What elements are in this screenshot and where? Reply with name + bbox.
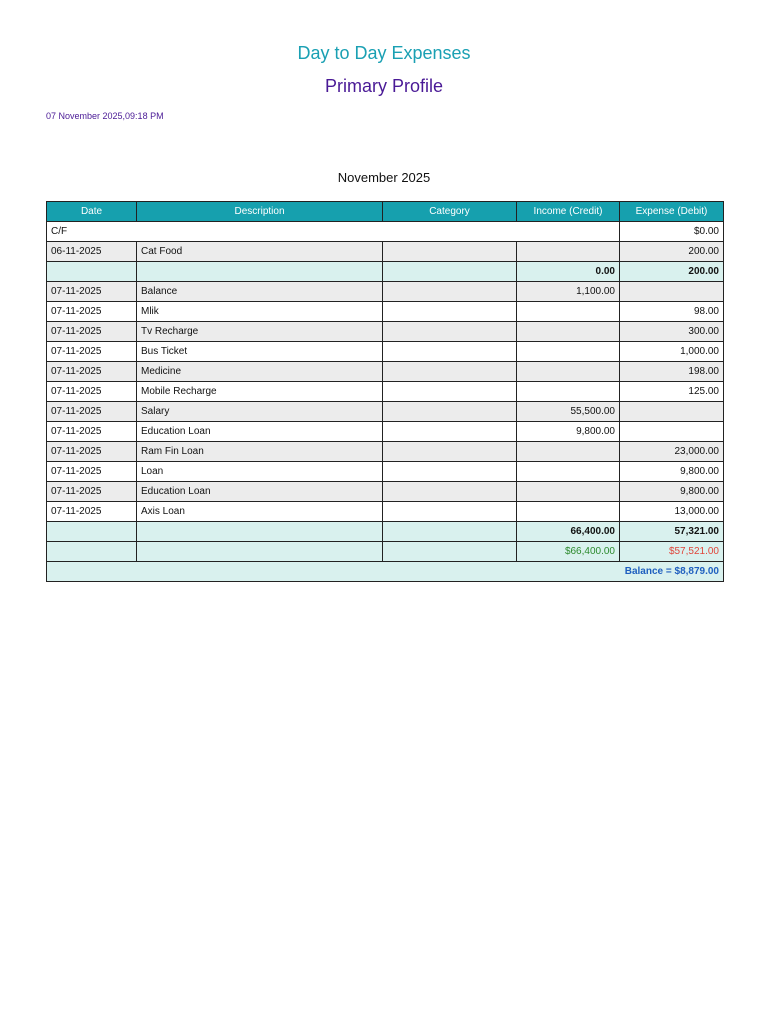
profile-title: Primary Profile bbox=[324, 76, 444, 96]
cell-expense: 9,800.00 bbox=[620, 482, 724, 502]
grand-total-row bbox=[47, 542, 724, 562]
cell-category bbox=[383, 302, 517, 322]
column-header-description: Description bbox=[137, 202, 383, 222]
cell-category bbox=[383, 282, 517, 302]
cell-date: 07-11-2025 bbox=[47, 462, 137, 482]
cell-date: 07-11-2025 bbox=[47, 362, 137, 382]
cell-date: 07-11-2025 bbox=[47, 282, 137, 302]
cell-category bbox=[383, 462, 517, 482]
cell-income bbox=[517, 442, 620, 462]
report-title: Day to Day Expenses bbox=[297, 43, 471, 63]
carry-forward-label: C/F bbox=[47, 222, 620, 242]
cell-income: 1,100.00 bbox=[517, 282, 620, 302]
cell-description: Mlik bbox=[137, 302, 383, 322]
grand-total-income: $66,400.00 bbox=[517, 542, 620, 562]
report-timestamp: 07 November 2025,09:18 PM bbox=[46, 111, 164, 121]
cell-date: 06-11-2025 bbox=[47, 242, 137, 262]
day-subtotal-income: 66,400.00 bbox=[517, 522, 620, 542]
cell-category bbox=[383, 242, 517, 262]
table-row bbox=[47, 422, 724, 442]
cell-empty bbox=[47, 262, 137, 282]
cell-date: 07-11-2025 bbox=[47, 442, 137, 462]
cell-category bbox=[383, 322, 517, 342]
cell-empty bbox=[47, 522, 137, 542]
cell-empty bbox=[383, 542, 517, 562]
opening-subtotal-income: 0.00 bbox=[517, 262, 620, 282]
cell-expense: 1,000.00 bbox=[620, 342, 724, 362]
cell-category bbox=[383, 482, 517, 502]
table-row bbox=[47, 442, 724, 462]
cell-category bbox=[383, 422, 517, 442]
cell-description: Education Loan bbox=[137, 482, 383, 502]
cell-income: 55,500.00 bbox=[517, 402, 620, 422]
cell-date: 07-11-2025 bbox=[47, 322, 137, 342]
cell-expense bbox=[620, 282, 724, 302]
cell-date: 07-11-2025 bbox=[47, 402, 137, 422]
cell-description: Axis Loan bbox=[137, 502, 383, 522]
cell-description: Tv Recharge bbox=[137, 322, 383, 342]
cell-description: Mobile Recharge bbox=[137, 382, 383, 402]
balance-total: Balance = $8,879.00 bbox=[47, 562, 724, 582]
table-row bbox=[47, 282, 724, 302]
cell-description: Education Loan bbox=[137, 422, 383, 442]
day-subtotal-expense: 57,321.00 bbox=[620, 522, 724, 542]
cell-date: 07-11-2025 bbox=[47, 482, 137, 502]
table-row bbox=[47, 242, 724, 262]
cell-expense: 125.00 bbox=[620, 382, 724, 402]
cell-income: 9,800.00 bbox=[517, 422, 620, 442]
cell-expense: 200.00 bbox=[620, 242, 724, 262]
cell-income bbox=[517, 322, 620, 342]
grand-total-expense: $57,521.00 bbox=[620, 542, 724, 562]
cell-date: 07-11-2025 bbox=[47, 382, 137, 402]
table-row bbox=[47, 362, 724, 382]
month-heading: November 2025 bbox=[337, 170, 431, 185]
carry-forward-row bbox=[47, 222, 724, 242]
cell-category bbox=[383, 382, 517, 402]
cell-description: Cat Food bbox=[137, 242, 383, 262]
cell-date: 07-11-2025 bbox=[47, 342, 137, 362]
cell-expense: 23,000.00 bbox=[620, 442, 724, 462]
cell-category bbox=[383, 362, 517, 382]
column-header-income: Income (Credit) bbox=[517, 202, 620, 222]
cell-description: Salary bbox=[137, 402, 383, 422]
opening-subtotal-expense: 200.00 bbox=[620, 262, 724, 282]
table-row bbox=[47, 502, 724, 522]
cell-description: Bus Ticket bbox=[137, 342, 383, 362]
table-row bbox=[47, 302, 724, 322]
cell-date: 07-11-2025 bbox=[47, 502, 137, 522]
cell-expense: 198.00 bbox=[620, 362, 724, 382]
column-header-expense: Expense (Debit) bbox=[620, 202, 724, 222]
cell-income bbox=[517, 382, 620, 402]
cell-income bbox=[517, 462, 620, 482]
table-row bbox=[47, 402, 724, 422]
cell-expense bbox=[620, 422, 724, 442]
cell-empty bbox=[383, 262, 517, 282]
column-header-date: Date bbox=[47, 202, 137, 222]
cell-category bbox=[383, 442, 517, 462]
column-header-category: Category bbox=[383, 202, 517, 222]
balance-row bbox=[47, 562, 724, 582]
cell-empty bbox=[137, 522, 383, 542]
expenses-table bbox=[46, 201, 724, 582]
cell-income bbox=[517, 342, 620, 362]
cell-date: 07-11-2025 bbox=[47, 302, 137, 322]
cell-description: Loan bbox=[137, 462, 383, 482]
cell-expense: 98.00 bbox=[620, 302, 724, 322]
cell-description: Balance bbox=[137, 282, 383, 302]
cell-category bbox=[383, 502, 517, 522]
table-row bbox=[47, 482, 724, 502]
cell-expense: 300.00 bbox=[620, 322, 724, 342]
cell-expense: 13,000.00 bbox=[620, 502, 724, 522]
table-row bbox=[47, 382, 724, 402]
cell-empty bbox=[383, 522, 517, 542]
day-subtotal-row bbox=[47, 522, 724, 542]
cell-income bbox=[517, 482, 620, 502]
cell-date: 07-11-2025 bbox=[47, 422, 137, 442]
cell-expense: 9,800.00 bbox=[620, 462, 724, 482]
cell-category bbox=[383, 342, 517, 362]
cell-income bbox=[517, 362, 620, 382]
carry-forward-amount: $0.00 bbox=[620, 222, 724, 242]
cell-empty bbox=[137, 542, 383, 562]
cell-income bbox=[517, 502, 620, 522]
table-row bbox=[47, 462, 724, 482]
table-body bbox=[47, 222, 724, 582]
cell-description: Ram Fin Loan bbox=[137, 442, 383, 462]
table-header-row bbox=[47, 202, 724, 222]
table-row bbox=[47, 322, 724, 342]
cell-description: Medicine bbox=[137, 362, 383, 382]
opening-subtotal-row bbox=[47, 262, 724, 282]
cell-expense bbox=[620, 402, 724, 422]
cell-income bbox=[517, 302, 620, 322]
cell-category bbox=[383, 402, 517, 422]
cell-empty bbox=[137, 262, 383, 282]
table-row bbox=[47, 342, 724, 362]
cell-empty bbox=[47, 542, 137, 562]
cell-income bbox=[517, 242, 620, 262]
